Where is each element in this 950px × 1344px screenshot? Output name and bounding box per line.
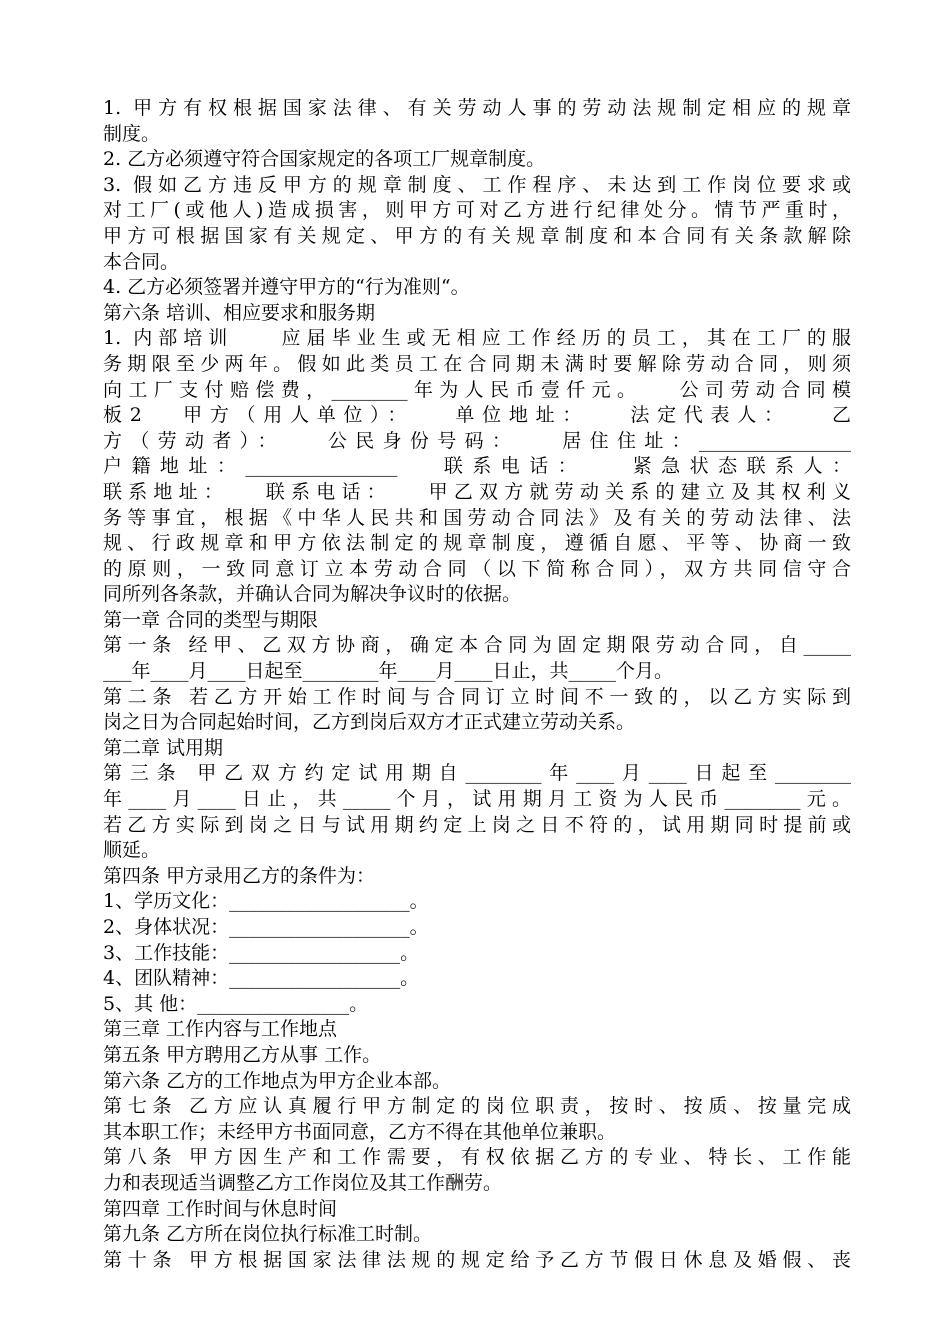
text-line: 第一条 经甲、乙双方协商，确定本合同为固定期限劳动合同，自_____: [103, 634, 851, 657]
text-line: 2、身体状况：___________________。: [103, 916, 429, 938]
text-line: 1、学历文化：___________________。: [103, 890, 429, 913]
text-line: 第三章 工作内容与工作地点: [103, 1018, 338, 1041]
text-line: 板2 甲方（用人单位）： 单位地址： 法定代表人： 乙: [103, 404, 851, 427]
text-line: 顺延。: [103, 839, 161, 862]
text-line: 对工厂(或他人)造成损害，则甲方可对乙方进行纪律处分。情节严重时，: [103, 199, 851, 222]
text-line: 岗之日为合同起始时间，乙方到岗后双方才正式建立劳动关系。: [103, 711, 636, 734]
text-line: 1. 甲方有权根据国家法律、有关劳动人事的劳动法规制定相应的规章: [103, 97, 851, 119]
text-line: 甲方可根据国家有关规定、甲方的有关规章制度和本合同有关条款解除: [103, 224, 851, 247]
text-line: 规、行政规章和甲方依法制定的规章制度，遵循自愿、平等、协商一致: [103, 532, 851, 555]
text-line: 4. 乙方必须签署并遵守甲方的“行为准则“。: [103, 276, 470, 299]
text-line: 联系地址： 联系电话： 甲乙双方就劳动关系的建立及其权利义: [103, 480, 851, 503]
text-line: 制度。: [103, 122, 161, 145]
text-line: ___年____月____日起至________年____月____日止，共_____个月。: [103, 660, 674, 683]
text-line: 第一章 合同的类型与期限: [103, 608, 319, 631]
text-line: 第二章 试用期: [103, 736, 224, 759]
text-line: 4、团队精神：__________________。: [103, 967, 420, 990]
text-line: 方（劳动者）： 公民身份号码： 居住住址：________________: [103, 429, 851, 452]
text-line: 力和表现适当调整乙方工作岗位及其工作酬劳。: [103, 1171, 503, 1194]
document-page: [103, 96, 851, 1273]
text-line: 第六条 培训、相应要求和服务期: [103, 301, 376, 324]
text-line: 2. 乙方必须遵守符合国家规定的各项工厂规章制度。: [103, 148, 546, 171]
text-line: 若乙方实际到岗之日与试用期约定上岗之日不符的，试用期同时提前或: [103, 813, 851, 836]
text-line: 务等事宜，根据《中华人民共和国劳动合同法》及有关的劳动法律、法: [103, 506, 851, 529]
text-line: 的原则，一致同意订立本劳动合同（以下简称合同），双方共同信守合: [103, 557, 851, 580]
text-line: 同所列各条款，并确认合同为解决争议时的依据。: [103, 583, 522, 606]
text-line: 户籍地址：________________ 联系电话： 紧急状态联系人：: [103, 455, 851, 478]
text-line: 本合同。: [103, 250, 180, 273]
text-line: 第七条 乙方应认真履行甲方制定的岗位职责，按时、按质、按量完成: [103, 1095, 851, 1118]
text-line: 年____月____日止，共_____个月，试用期月工资为人民币________元。: [103, 788, 851, 811]
text-line: 第四章 工作时间与休息时间: [103, 1197, 338, 1220]
text-line: 第三条 甲乙双方约定试用期自________年____月____日起至________: [103, 762, 851, 785]
text-line: 第二条 若乙方开始工作时间与合同订立时间不一致的，以乙方实际到: [103, 685, 851, 708]
text-line: 1. 内部培训 应届毕业生或无相应工作经历的员工，其在工厂的服: [103, 327, 851, 350]
text-line: 第八条 甲方因生产和工作需要，有权依据乙方的专业、特长、工作能: [103, 1146, 851, 1169]
text-line: 第九条 乙方所在岗位执行标准工时制。: [103, 1223, 433, 1246]
text-line: 向工厂支付赔偿费，________年为人民币壹仟元。 公司劳动合同模: [103, 378, 851, 401]
text-line: 第五条 甲方聘用乙方从事 工作。: [103, 1043, 382, 1066]
text-line: 5、其 他：________________。: [103, 992, 369, 1015]
text-line: 务期限至少两年。假如此类员工在合同期未满时要解除劳动合同，则须: [103, 352, 851, 375]
text-line: 第十条 甲方根据国家法律法规的规定给予乙方节假日休息及婚假、丧: [103, 1248, 851, 1271]
text-line: 第六条 乙方的工作地点为甲方企业本部。: [103, 1069, 452, 1092]
text-line: 3、工作技能：__________________。: [103, 941, 420, 964]
text-line: 其本职工作；未经甲方书面同意，乙方不得在其他单位兼职。: [103, 1120, 617, 1143]
text-line: 3. 假如乙方违反甲方的规章制度、工作程序、未达到工作岗位要求或: [103, 173, 851, 196]
text-line: 第四条 甲方录用乙方的条件为：: [103, 864, 376, 887]
